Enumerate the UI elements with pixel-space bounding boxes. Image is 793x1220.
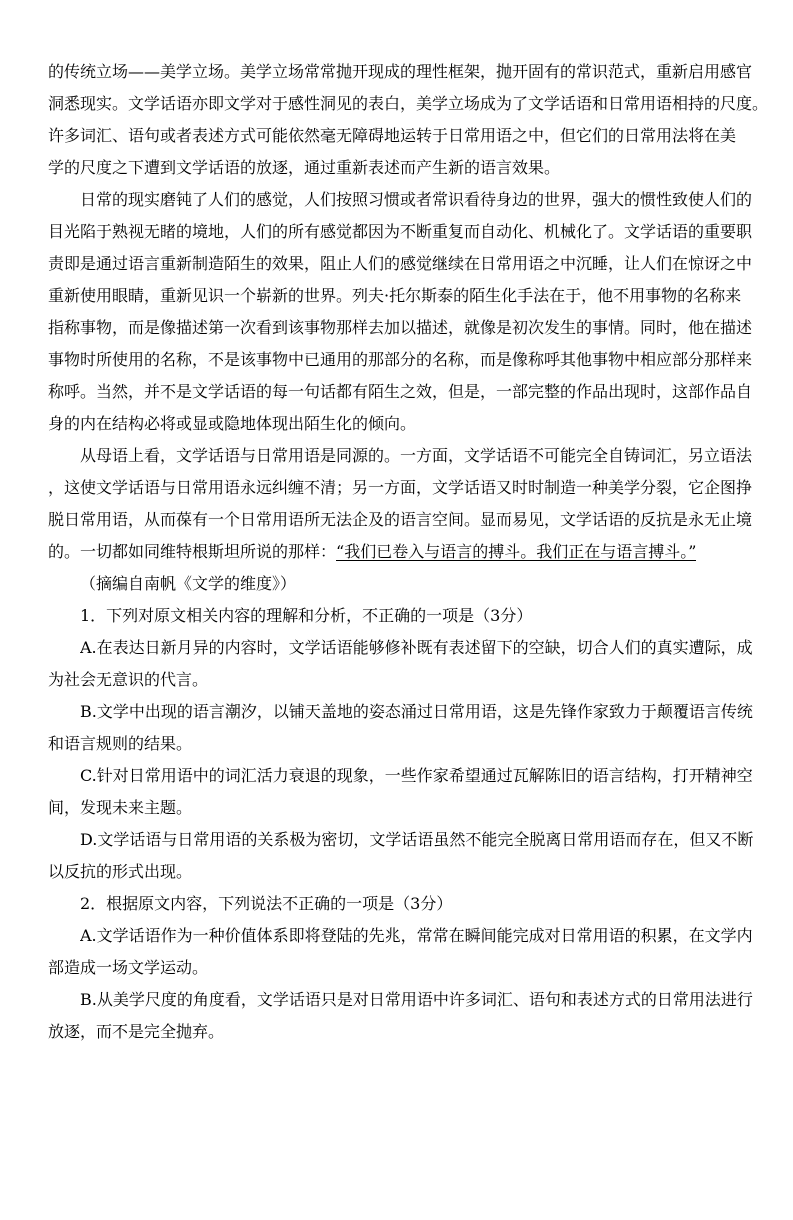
paragraph-3-line-2: ，这使文学话语与日常用语永远纠缠不清；另一方面，文学话语又时时制造一种美学分裂，它企图挣 [48,478,753,497]
paragraph-1-line-1: 的传统立场——美学立场。美学立场常常抛开现成的理性框架，抛开固有的常识范式，重新启用感官 [48,62,753,81]
question-1-option-d-line-2: 以反抗的形式出现。 [48,862,193,881]
wittgenstein-quote: “我们已卷入与语言的搏斗。我们正在与语言搏斗。” [336,542,697,561]
question-2-option-b-line-1: B.从美学尺度的角度看，文学话语只是对日常用语中许多词汇、语句和表述方式的日常用法进行 [80,990,753,1009]
question-1-option-b-line-1: B.文学中出现的语言潮汐，以铺天盖地的姿态涌过日常用语，这是先锋作家致力于颠覆语言传统 [80,702,753,721]
question-1-option-a-line-2: 为社会无意识的代言。 [48,670,209,689]
question-1-option-d-line-1: D.文学话语与日常用语的关系极为密切，文学话语虽然不能完全脱离日常用语而存在，但又不断 [80,830,754,849]
paragraph-2-line-4: 重新使用眼睛，重新见识一个崭新的世界。列夫·托尔斯泰的陌生化手法在于，他不用事物的名称来 [48,286,742,305]
question-1-option-c-line-1: C.针对日常用语中的词汇活力衰退的现象，一些作家希望通过瓦解陈旧的语言结构，打开精神空 [80,766,753,785]
paragraph-1-line-2: 洞悉现实。文学话语亦即文学对于感性洞见的表白，美学立场成为了文学话语和日常用语相持的尺度。 [48,94,769,113]
question-2-option-a-line-2: 部造成一场文学运动。 [48,958,209,977]
paragraph-1-line-3: 许多词汇、语句或者表述方式可能依然毫无障碍地运转于日常用语之中，但它们的日常用法将在美 [48,126,737,145]
question-2-option-a-line-1: A.文学话语作为一种价值体系即将登陆的先兆，常常在瞬间能完成对日常用语的积累，在文学内 [80,926,753,945]
question-2-option-b-line-2: 放逐，而不是完全抛弃。 [48,1022,225,1041]
paragraph-2-line-8: 身的内在结构必将或显或隐地体现出陌生化的倾向。 [48,414,417,433]
paragraph-2-line-5: 指称事物，而是像描述第一次看到该事物那样去加以描述，就像是初次发生的事情。同时，他在描述 [48,318,753,337]
paragraph-1-line-4: 学的尺度之下遭到文学话语的放逐，通过重新表述而产生新的语言效果。 [48,158,561,177]
question-2-prompt: 2．根据原文内容，下列说法不正确的一项是（3分） [80,894,453,913]
paragraph-3-line-1: 从母语上看，文学话语与日常用语是同源的。一方面，文学话语不可能完全自铸词汇，另立语法 [80,446,753,465]
source-note: （摘编自南帆《文学的维度》） [80,574,297,593]
question-1-option-a-line-1: A.在表达日新月异的内容时，文学话语能够修补既有表述留下的空缺，切合人们的真实遭际，成 [80,638,753,657]
paragraph-2-line-1: 日常的现实磨钝了人们的感觉，人们按照习惯或者常识看待身边的世界，强大的惯性致使人们的 [80,190,753,209]
question-1-prompt: 1．下列对原文相关内容的理解和分析，不正确的一项是（3分） [80,606,533,625]
paragraph-2-line-2: 目光陷于熟视无睹的境地，人们的所有感觉都因为不断重复而自动化、机械化了。文学话语的重要职 [48,222,753,241]
paragraph-2-line-3: 责即是通过语言重新制造陌生的效果，阻止人们的感觉继续在日常用语之中沉睡，让人们在惊讶之中 [48,254,753,273]
paragraph-2-line-7: 称呼。当然，并不是文学话语的每一句话都有陌生之效，但是，一部完整的作品出现时，这部作品自 [48,382,753,401]
paragraph-3-line-4-text: 的。一切都如同维特根斯坦所说的那样： [48,542,337,561]
question-1-option-c-line-2: 间，发现未来主题。 [48,798,193,817]
paragraph-2-line-6: 事物时所使用的名称，不是该事物中已通用的那部分的名称，而是像称呼其他事物中相应部分那样来 [48,350,753,369]
paragraph-3-line-4 [48,540,696,564]
paragraph-3-line-3: 脱日常用语，从而葆有一个日常用语所无法企及的语言空间。显而易见，文学话语的反抗是永无止境 [48,510,753,529]
question-1-option-b-line-2: 和语言规则的结果。 [48,734,193,753]
